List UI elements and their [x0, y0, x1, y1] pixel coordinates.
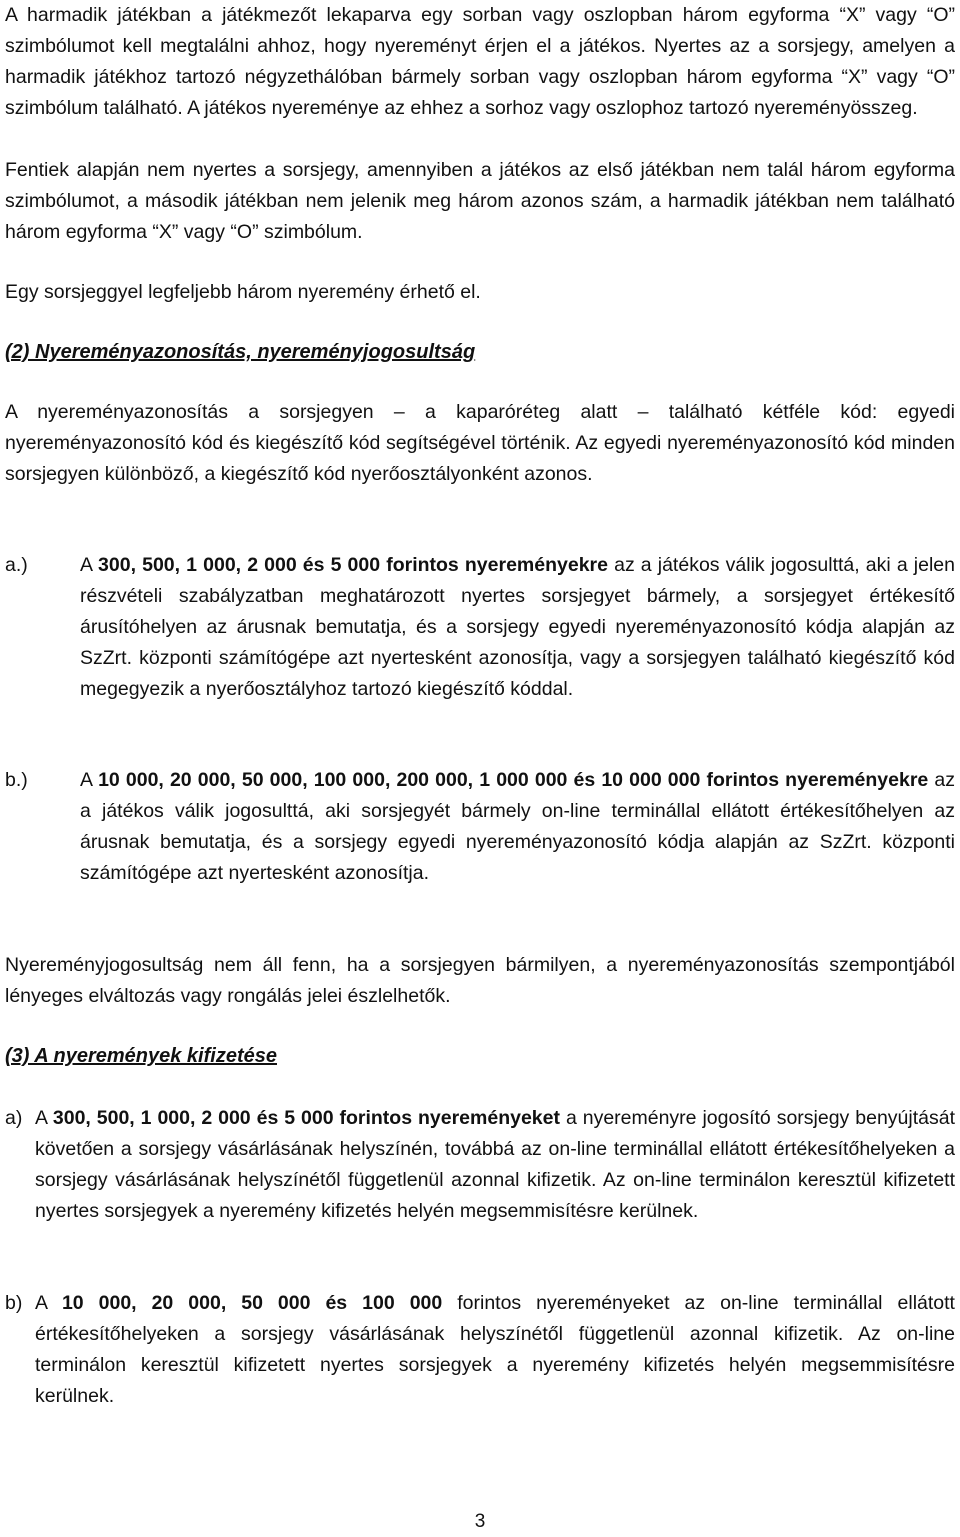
list-marker: b.) [5, 769, 28, 791]
item-text-pre: A [80, 554, 99, 576]
paragraph-identification-intro: A nyereményazonosítás a sorsjegyen – a kaparóréteg alatt – található kétféle kód: egyedi nyereményazonosító kód és kiegészítő kód segítségével történik. Az egyedi nyereményazonosító kód minden sorsjegyen különböző, a kiegészítő kód nyerőosztályonként azonos. [5, 401, 955, 485]
item-text-pre: A [35, 1107, 53, 1129]
list-marker: a.) [5, 554, 28, 576]
paragraph-eligibility-exclusion: Nyereményjogosultság nem áll fenn, ha a sorsjegyen bármilyen, a nyereményazonosítás szempontjából lényeges elváltozás vagy rongálás jelei észlelhetők. [5, 954, 955, 1007]
paragraph-game3-rules: A harmadik játékban a játékmezőt lekaparva egy sorban vagy oszlopban három egyforma “X” vagy “O” szimbólumot kell megtalálni ahhoz, hogy nyereményt érjen el a játékos. Nyertes az a sorsjegy, amelyen a harmadik játékhoz tartozó négyzethálóban bármely sorban vagy oszlopban három egyforma “X” vagy “O” szimbólum található. A játékos nyereménye az ehhez a sorhoz vagy oszlophoz tartozó nyereményösszeg. [5, 4, 955, 119]
item-text-pre: A [35, 1292, 62, 1314]
item-text-bold: 300, 500, 1 000, 2 000 és 5 000 forintos nyereményekre [98, 554, 608, 576]
item-text-post: a nyereményre jogosító sorsjegy benyújtását követően a sorsjegy vásárlásának helyszínén, továbbá az on-line terminállal ellátott értékesítőhelyeken a sorsjegy vásárlásának helyszínétől függetlenül azonnal kifizetik. Az on-line terminálon keresztül kifizetett nyertes sorsjegyek a nyeremény kifizetés helyén megsemmisítésre kerülnek. [35, 1107, 955, 1222]
section-heading-identification: (2) Nyereményazonosítás, nyereményjogosultság [5, 341, 476, 363]
section-heading-payout: (3) A nyeremények kifizetése [5, 1045, 277, 1067]
list-item-large-prizes-eligibility [5, 765, 955, 889]
paragraph-max-prizes: Egy sorsjeggyel legfeljebb három nyeremény érhető el. [5, 281, 481, 303]
list-item-large-prizes-payout [5, 1288, 955, 1412]
item-text-bold: 300, 500, 1 000, 2 000 és 5 000 forintos nyereményeket [52, 1107, 560, 1129]
list-marker: a) [5, 1107, 23, 1129]
page-number: 3 [474, 1511, 486, 1532]
item-text-post: forintos nyereményeket az on-line terminállal ellátott értékesítőhelyeken a sorsjegy vásárlásának helyszínétől függetlenül azonnal kifizetik. Az on-line terminálon keresztül kifizetett nyertes sorsjegyek a nyeremény kifizetés helyén megsemmisítésre kerülnek. [35, 1292, 955, 1407]
item-text-bold: 10 000, 20 000, 50 000, 100 000, 200 000, 1 000 000 és 10 000 000 forintos nyereményekre [98, 769, 929, 791]
list-item-small-prizes-eligibility [5, 550, 955, 705]
item-text-pre: A [80, 769, 99, 791]
list-item-small-prizes-payout [5, 1103, 955, 1227]
item-text-bold: 10 000, 20 000, 50 000 és 100 000 [61, 1292, 443, 1314]
item-text-post: az a játékos válik jogosulttá, aki a jelen részvételi szabályzatban meghatározott nyertes sorsjegyet bármely, a sorsjegyet értékesítő árusítóhelyen az árusnak bemutatja, és a sorsjegy egyedi nyereményazonosító kódja alapján az SzZrt. központi számítógépe azt nyertesként azonosítja, vagy a sorsjegyen található kiegészítő kód megegyezik a nyerőosztályhoz tartozó kiegészítő kóddal. [80, 554, 955, 700]
item-text-post: az a játékos válik jogosulttá, aki sorsjegyét bármely on-line terminállal ellátott értékesítőhelyen az árusnak bemutatja, és a sorsjegy egyedi nyereményazonosító kódja alapján az SzZrt. központi számítógépe azt nyertesként azonosítja. [80, 769, 955, 884]
list-marker: b) [5, 1292, 23, 1314]
paragraph-non-winning: Fentiek alapján nem nyertes a sorsjegy, amennyiben a játékos az első játékban nem talál három egyforma szimbólumot, a második játékban nem jelenik meg három azonos szám, a harmadik játékban nem található három egyforma “X” vagy “O” szimbólum. [5, 159, 955, 243]
